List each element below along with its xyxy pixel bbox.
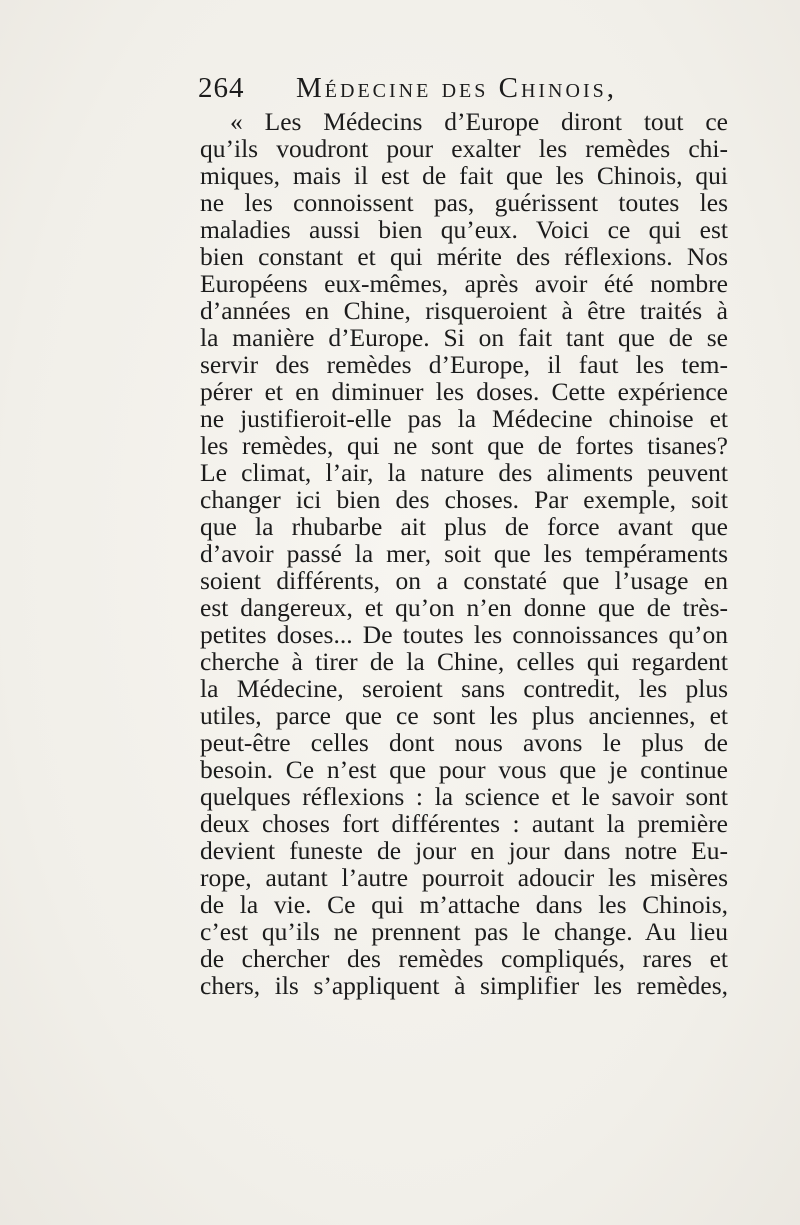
text-line: petites doses... De toutes les connoissances qu’on <box>200 620 728 649</box>
text-line: servir des remèdes d’Europe, il faut les tem- <box>200 350 728 379</box>
text-line: bien constant et qui mérite des réflexions. Nos <box>200 242 728 271</box>
text-line: besoin. Ce n’est que pour vous que je continue <box>200 755 728 784</box>
page-number: 264 <box>198 72 245 104</box>
text-line: utiles, parce que ce sont les plus anciennes, et <box>200 701 728 730</box>
text-line: soient différents, on a constaté que l’usage en <box>200 566 728 595</box>
text-line: Le climat, l’air, la nature des aliments peuvent <box>200 458 728 487</box>
text-line: maladies aussi bien qu’eux. Voici ce qui est <box>200 215 728 244</box>
text-line: ne justifieroit-elle pas la Médecine chinoise et <box>200 404 728 433</box>
text-line: ne les connoissent pas, guérissent toutes les <box>200 188 728 217</box>
page-header <box>198 72 738 108</box>
text-line: chers, ils s’appliquent à simplifier les remèdes, <box>200 971 728 1000</box>
text-line: qu’ils voudront pour exalter les remèdes chi- <box>200 134 728 163</box>
running-head: Médecine des Chinois, <box>296 72 617 104</box>
text-line: changer ici bien des choses. Par exemple, soit <box>200 485 728 514</box>
body-text <box>200 108 728 999</box>
text-line: que la rhubarbe ait plus de force avant que <box>200 512 728 541</box>
text-line: d’avoir passé la mer, soit que les tempéraments <box>200 539 728 568</box>
text-line: miques, mais il est de fait que les Chinois, qui <box>200 161 728 190</box>
text-line: pérer et en diminuer les doses. Cette expérience <box>200 377 728 406</box>
text-line: « Les Médecins d’Europe diront tout ce <box>230 107 728 136</box>
text-line: de la vie. Ce qui m’attache dans les Chinois, <box>200 890 728 919</box>
text-line: quelques réflexions : la science et le savoir sont <box>200 782 728 811</box>
text-line: cherche à tirer de la Chine, celles qui regardent <box>200 647 728 676</box>
text-line: rope, autant l’autre pourroit adoucir les misères <box>200 863 728 892</box>
text-line: c’est qu’ils ne prennent pas le change. Au lieu <box>200 917 728 946</box>
text-line: devient funeste de jour en jour dans notre Eu- <box>200 836 728 865</box>
text-line: deux choses fort différentes : autant la première <box>200 809 728 838</box>
text-line: est dangereux, et qu’on n’en donne que de très- <box>200 593 728 622</box>
text-line: Européens eux-mêmes, après avoir été nombre <box>200 269 728 298</box>
text-line: peut-être celles dont nous avons le plus de <box>200 728 728 757</box>
text-line: d’années en Chine, risqueroient à être traités à <box>200 296 728 325</box>
text-line: de chercher des remèdes compliqués, rares et <box>200 944 728 973</box>
text-line: la Médecine, seroient sans contredit, les plus <box>200 674 728 703</box>
text-line: les remèdes, qui ne sont que de fortes tisanes? <box>200 431 728 460</box>
text-line: la manière d’Europe. Si on fait tant que de se <box>200 323 728 352</box>
